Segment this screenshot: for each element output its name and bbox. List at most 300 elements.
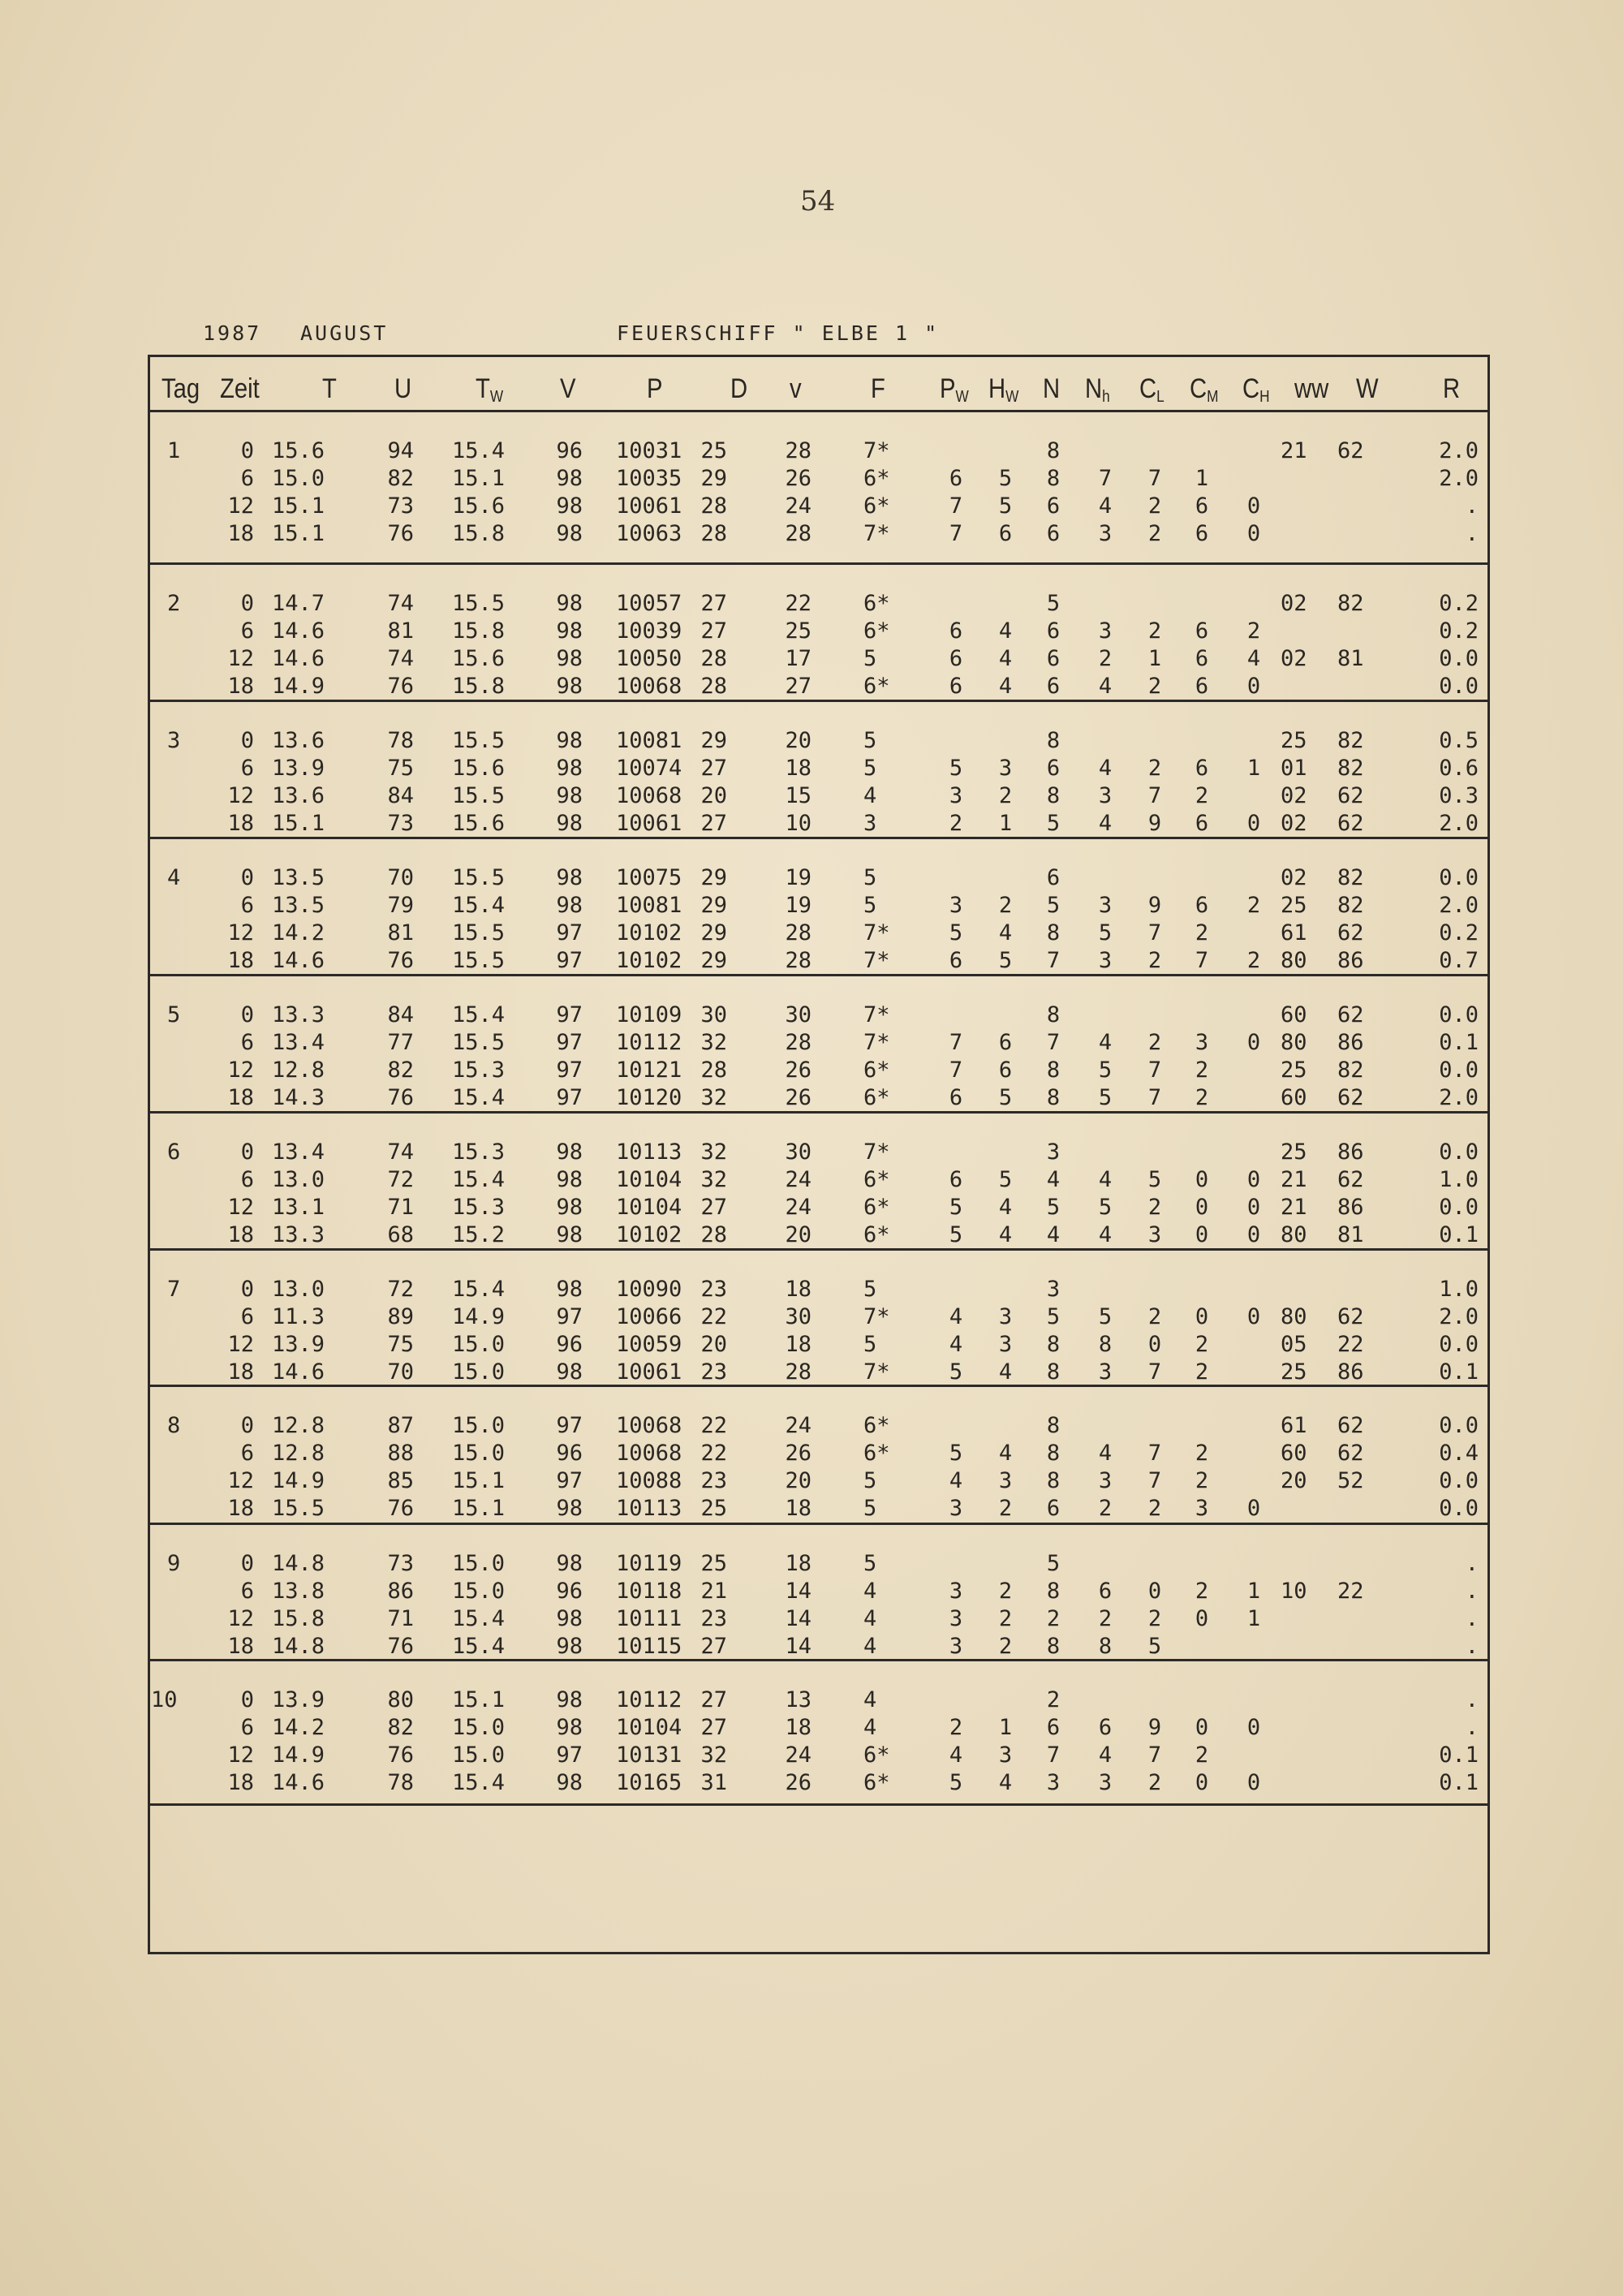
column-header — [1190, 373, 1218, 407]
table-cell: 30 — [785, 1002, 812, 1027]
table-cell: 98 — [556, 466, 583, 491]
table-cell: 8 — [1046, 466, 1061, 491]
table-cell: 24 — [785, 1167, 812, 1192]
table-cell: 6 — [1195, 756, 1209, 781]
table-cell: 5 — [863, 646, 877, 671]
table-cell: 32 — [700, 1030, 727, 1055]
table-cell: 13.8 — [271, 1579, 325, 1604]
table-cell: 76 — [387, 1085, 414, 1110]
table-cell: . — [1465, 1606, 1479, 1631]
column-header-main: C — [1190, 373, 1208, 404]
table-cell: 18 — [785, 1551, 812, 1576]
column-header-main: ww — [1294, 373, 1329, 404]
table-cell: 2 — [998, 1496, 1013, 1521]
table-cell: 2.0 — [1439, 1304, 1479, 1329]
table-cell: 10 — [785, 811, 812, 836]
table-cell: 4 — [863, 783, 877, 808]
table-cell: 27 — [700, 1715, 727, 1740]
table-cell: 8 — [1046, 1058, 1061, 1083]
table-cell: 10090 — [616, 1277, 682, 1302]
table-cell: 6* — [863, 1413, 890, 1438]
table-cell: 0.4 — [1439, 1441, 1479, 1466]
table-cell: 0.0 — [1439, 1496, 1479, 1521]
table-cell: 15.4 — [451, 1002, 505, 1027]
table-cell: 10068 — [616, 1413, 682, 1438]
table-cell: 4 — [998, 1441, 1013, 1466]
table-cell: 13.9 — [271, 1687, 325, 1712]
table-cell: 98 — [556, 1167, 583, 1192]
table-cell: 2 — [1246, 618, 1261, 644]
table-cell: 10118 — [616, 1579, 682, 1604]
table-cell: 6* — [863, 1742, 890, 1768]
table-cell: 89 — [387, 1304, 414, 1329]
table-cell: 2 — [949, 1715, 963, 1740]
table-cell: 30 — [785, 1139, 812, 1165]
table-cell: 7 — [1147, 783, 1162, 808]
table-cell: 18 — [227, 1770, 254, 1795]
table-cell: 17 — [785, 646, 812, 671]
table-cell: 6* — [863, 1770, 890, 1795]
table-cell: 98 — [556, 1359, 583, 1385]
table-cell: 0 — [240, 1002, 254, 1027]
column-header — [394, 373, 411, 405]
column-header — [161, 373, 200, 405]
table-cell: 1 — [1246, 1606, 1261, 1631]
table-cell: 22 — [700, 1304, 727, 1329]
table-cell: 4 — [998, 1770, 1013, 1795]
table-cell: 0.2 — [1439, 618, 1479, 644]
table-cell: 98 — [556, 1715, 583, 1740]
table-cell: 7* — [863, 1139, 890, 1165]
table-cell: 7 — [1147, 920, 1162, 946]
table-cell: 10057 — [616, 591, 682, 616]
table-cell: 15.6 — [451, 493, 505, 519]
table-cell: 60 — [1281, 1085, 1307, 1110]
day-number: 4 — [167, 865, 181, 890]
table-cell: 88 — [387, 1441, 414, 1466]
table-cell: 13 — [785, 1687, 812, 1712]
table-cell: 10120 — [616, 1085, 682, 1110]
table-cell: 81 — [387, 618, 414, 644]
table-cell: 10061 — [616, 493, 682, 519]
table-cell: 20 — [785, 728, 812, 753]
table-cell: 0.0 — [1439, 1468, 1479, 1493]
table-cell: . — [1465, 1579, 1479, 1604]
table-cell: 97 — [556, 1002, 583, 1027]
table-cell: 72 — [387, 1167, 414, 1192]
column-header-main: Tag — [161, 373, 200, 404]
table-cell: 15.5 — [451, 728, 505, 753]
empty-footer-area — [150, 1806, 1487, 1952]
table-cell: 5 — [998, 1167, 1013, 1192]
table-cell: 97 — [556, 948, 583, 973]
table-cell: 20 — [700, 783, 727, 808]
table-cell: 6 — [949, 646, 963, 671]
table-cell: 0 — [1246, 493, 1261, 519]
table-cell: 15.8 — [451, 618, 505, 644]
table-cell: 0 — [1195, 1167, 1209, 1192]
table-cell: 98 — [556, 1195, 583, 1220]
table-cell: 87 — [387, 1413, 414, 1438]
table-cell: 0.1 — [1439, 1222, 1479, 1247]
table-cell: 75 — [387, 1332, 414, 1357]
table-cell: 2 — [1098, 646, 1113, 671]
table-cell: 3 — [998, 1468, 1013, 1493]
table-cell: 0.1 — [1439, 1742, 1479, 1768]
table-cell: . — [1465, 1634, 1479, 1659]
table-cell: 4 — [998, 1222, 1013, 1247]
table-cell: 2.0 — [1439, 466, 1479, 491]
table-cell: 10112 — [616, 1030, 682, 1055]
table-cell: 0 — [1246, 521, 1261, 546]
table-cell: 4 — [998, 1359, 1013, 1385]
table-cell: 10113 — [616, 1139, 682, 1165]
table-cell: 0.7 — [1439, 948, 1479, 973]
table-cell: 4 — [1098, 1441, 1113, 1466]
table-cell: 6* — [863, 1085, 890, 1110]
column-header-main: v — [790, 373, 802, 404]
table-cell: 5 — [1147, 1634, 1162, 1659]
table-cell: 27 — [700, 618, 727, 644]
table-cell: 10068 — [616, 1441, 682, 1466]
table-cell: 25 — [1281, 728, 1307, 753]
table-cell: 25 — [700, 1551, 727, 1576]
table-cell: 98 — [556, 728, 583, 753]
table-cell: 0.0 — [1439, 674, 1479, 699]
table-cell: 14.7 — [271, 591, 325, 616]
table-cell: 6* — [863, 674, 890, 699]
table-cell: 98 — [556, 1770, 583, 1795]
table-cell: 14.9 — [451, 1304, 505, 1329]
day-number: 5 — [167, 1002, 181, 1027]
table-cell: 02 — [1281, 811, 1307, 836]
table-cell: 3 — [1098, 948, 1113, 973]
table-cell: 73 — [387, 1551, 414, 1576]
table-cell: 98 — [556, 1496, 583, 1521]
table-cell: 2 — [1147, 948, 1162, 973]
table-cell: 0 — [1195, 1222, 1209, 1247]
table-cell: 7* — [863, 1002, 890, 1027]
table-cell: 4 — [1046, 1222, 1061, 1247]
table-cell: 4 — [863, 1579, 877, 1604]
table-cell: 12 — [227, 1058, 254, 1083]
table-cell: 20 — [785, 1222, 812, 1247]
table-cell: 97 — [556, 1468, 583, 1493]
table-cell: 12 — [227, 783, 254, 808]
table-cell: 14 — [785, 1634, 812, 1659]
table-cell: 2.0 — [1439, 893, 1479, 918]
table-cell: 15.1 — [451, 1468, 505, 1493]
table-cell: 6* — [863, 1058, 890, 1083]
table-cell: 13.0 — [271, 1277, 325, 1302]
table-cell: 6 — [240, 756, 254, 781]
table-cell: 3 — [1195, 1496, 1209, 1521]
table-cell: 5 — [1046, 893, 1061, 918]
column-header — [220, 373, 260, 405]
table-cell: 24 — [785, 1742, 812, 1768]
table-cell: 15.2 — [451, 1222, 505, 1247]
table-cell: 2 — [1147, 521, 1162, 546]
table-cell: 3 — [1046, 1770, 1061, 1795]
table-cell: 22 — [1337, 1579, 1364, 1604]
table-cell: 79 — [387, 893, 414, 918]
table-cell: 28 — [700, 521, 727, 546]
table-cell: 1 — [1246, 756, 1261, 781]
table-cell: 9 — [1147, 811, 1162, 836]
table-cell: 18 — [227, 1359, 254, 1385]
table-cell: 10063 — [616, 521, 682, 546]
column-header-subscript: H — [1259, 388, 1270, 406]
table-cell: 5 — [863, 756, 877, 781]
table-cell: 5 — [949, 756, 963, 781]
table-cell: 7 — [949, 521, 963, 546]
column-header-main: N — [1043, 373, 1061, 404]
table-cell: 0 — [240, 865, 254, 890]
table-cell: 0.2 — [1439, 591, 1479, 616]
table-cell: 15.3 — [451, 1195, 505, 1220]
table-cell: 4 — [1098, 1222, 1113, 1247]
table-cell: 0 — [1246, 1715, 1261, 1740]
table-cell: 96 — [556, 1332, 583, 1357]
table-cell: 73 — [387, 811, 414, 836]
table-cell: 5 — [949, 1770, 963, 1795]
table-cell: 5 — [949, 1359, 963, 1385]
table-cell: 62 — [1337, 1441, 1364, 1466]
column-header-main: N — [1085, 373, 1103, 404]
table-cell: 27 — [700, 756, 727, 781]
table-cell: 6 — [1046, 1496, 1061, 1521]
table-cell: 14.8 — [271, 1551, 325, 1576]
table-cell: . — [1465, 493, 1479, 519]
table-cell: 10111 — [616, 1606, 682, 1631]
table-cell: 14.2 — [271, 920, 325, 946]
column-header — [1139, 373, 1165, 407]
table-cell: 3 — [1098, 1770, 1113, 1795]
table-cell: 62 — [1337, 1002, 1364, 1027]
column-header — [730, 373, 747, 405]
table-cell: 10115 — [616, 1634, 682, 1659]
table-cell: 13.6 — [271, 783, 325, 808]
day-number: 6 — [167, 1139, 181, 1165]
table-cell: 7* — [863, 948, 890, 973]
table-cell: 15.0 — [451, 1742, 505, 1768]
table-cell: 10102 — [616, 1222, 682, 1247]
table-cell: 0 — [1147, 1579, 1162, 1604]
table-cell: 26 — [785, 1085, 812, 1110]
table-cell: 14.6 — [271, 1770, 325, 1795]
table-cell: 2 — [1195, 1468, 1209, 1493]
table-cell: 27 — [700, 1195, 727, 1220]
table-cell: 8 — [1098, 1332, 1113, 1357]
table-cell: 5 — [863, 1468, 877, 1493]
table-cell: 14.6 — [271, 1359, 325, 1385]
day-number: 9 — [167, 1551, 181, 1576]
column-header — [476, 373, 503, 407]
table-cell: 4 — [863, 1634, 877, 1659]
table-cell: 0.0 — [1439, 646, 1479, 671]
table-cell: 2 — [1098, 1496, 1113, 1521]
table-cell: 76 — [387, 674, 414, 699]
day-number: 7 — [167, 1277, 181, 1302]
table-cell: 13.4 — [271, 1030, 325, 1055]
table-cell: 7 — [1147, 1742, 1162, 1768]
table-cell: 18 — [227, 948, 254, 973]
table-cell: 86 — [1337, 1195, 1364, 1220]
table-cell: 2 — [1195, 1058, 1209, 1083]
table-cell: 5 — [998, 466, 1013, 491]
column-header-subscript: W — [489, 388, 504, 406]
table-cell: 13.5 — [271, 893, 325, 918]
table-cell: 25 — [1281, 1139, 1307, 1165]
table-cell: 7* — [863, 1030, 890, 1055]
table-cell: 13.1 — [271, 1195, 325, 1220]
table-cell: 13.0 — [271, 1167, 325, 1192]
table-cell: 13.3 — [271, 1222, 325, 1247]
column-header — [1294, 373, 1328, 405]
table-cell: 96 — [556, 1441, 583, 1466]
table-cell: 8 — [1046, 920, 1061, 946]
table-cell: 15.5 — [451, 920, 505, 946]
table-cell: 0.6 — [1439, 756, 1479, 781]
header-divider-line — [148, 410, 1490, 412]
table-cell: 3 — [949, 1606, 963, 1631]
table-cell: 2 — [1147, 674, 1162, 699]
table-cell: 23 — [700, 1277, 727, 1302]
table-cell: 0 — [1246, 1195, 1261, 1220]
table-cell: 14.6 — [271, 618, 325, 644]
table-cell: 10119 — [616, 1551, 682, 1576]
table-cell: 13.3 — [271, 1002, 325, 1027]
table-cell: 31 — [700, 1770, 727, 1795]
table-cell: 98 — [556, 783, 583, 808]
table-cell: 15.0 — [451, 1441, 505, 1466]
table-cell: 29 — [700, 893, 727, 918]
table-cell: 4 — [998, 674, 1013, 699]
table-cell: 98 — [556, 1687, 583, 1712]
table-cell: 15.1 — [451, 466, 505, 491]
table-cell: 32 — [700, 1742, 727, 1768]
table-cell: 0 — [1246, 1030, 1261, 1055]
table-cell: 15.4 — [451, 438, 505, 463]
table-cell: 86 — [387, 1579, 414, 1604]
table-cell: 20 — [1281, 1468, 1307, 1493]
day-number: 10 — [151, 1687, 178, 1712]
table-cell: 6 — [1046, 756, 1061, 781]
table-cell: 0.3 — [1439, 783, 1479, 808]
table-cell: 5 — [1098, 1304, 1113, 1329]
table-cell: 70 — [387, 1359, 414, 1385]
table-cell: 27 — [700, 811, 727, 836]
table-cell: 5 — [1046, 1195, 1061, 1220]
table-cell: . — [1465, 1551, 1479, 1576]
table-cell: 0 — [240, 1139, 254, 1165]
column-header — [322, 373, 337, 405]
table-cell: 2 — [1195, 920, 1209, 946]
table-cell: 18 — [227, 1222, 254, 1247]
column-header-main: F — [871, 373, 885, 404]
table-cell: 82 — [1337, 756, 1364, 781]
table-cell: 6 — [949, 948, 963, 973]
table-cell: 10113 — [616, 1496, 682, 1521]
table-cell: 22 — [1337, 1332, 1364, 1357]
table-cell: 78 — [387, 728, 414, 753]
table-cell: 10081 — [616, 728, 682, 753]
table-cell: 80 — [387, 1687, 414, 1712]
table-cell: 0 — [1195, 1195, 1209, 1220]
table-cell: 81 — [387, 920, 414, 946]
column-header — [560, 373, 576, 405]
header-month: AUGUST — [300, 321, 389, 345]
table-cell: 60 — [1281, 1441, 1307, 1466]
table-cell: 98 — [556, 493, 583, 519]
table-cell: 6 — [949, 1167, 963, 1192]
table-cell: 23 — [700, 1468, 727, 1493]
table-cell: 97 — [556, 1058, 583, 1083]
table-cell: 02 — [1281, 865, 1307, 890]
table-cell: 61 — [1281, 920, 1307, 946]
table-cell: 10121 — [616, 1058, 682, 1083]
table-cell: 7* — [863, 1304, 890, 1329]
table-cell: 61 — [1281, 1413, 1307, 1438]
table-cell: 6 — [240, 618, 254, 644]
table-cell: 15.3 — [451, 1139, 505, 1165]
table-cell: 0 — [1195, 1770, 1209, 1795]
table-cell: 74 — [387, 591, 414, 616]
table-cell: 02 — [1281, 646, 1307, 671]
table-cell: 15.4 — [451, 1277, 505, 1302]
table-cell: 15.5 — [271, 1496, 325, 1521]
table-cell: 62 — [1337, 438, 1364, 463]
table-cell: 75 — [387, 756, 414, 781]
table-cell: 27 — [785, 674, 812, 699]
table-cell: 28 — [700, 493, 727, 519]
table-cell: 18 — [227, 811, 254, 836]
table-cell: 4 — [1098, 1030, 1113, 1055]
table-cell: 12 — [227, 1195, 254, 1220]
table-cell: 5 — [949, 920, 963, 946]
table-cell: 70 — [387, 865, 414, 890]
table-cell: 29 — [700, 865, 727, 890]
table-cell: 0 — [1246, 674, 1261, 699]
table-cell: 6* — [863, 466, 890, 491]
table-cell: 6 — [1195, 618, 1209, 644]
table-cell: 52 — [1337, 1468, 1364, 1493]
table-cell: 5 — [1098, 1058, 1113, 1083]
table-cell: 0 — [1246, 811, 1261, 836]
table-cell: 4 — [998, 1195, 1013, 1220]
table-cell: 6* — [863, 493, 890, 519]
table-cell: 3 — [949, 893, 963, 918]
table-cell: 29 — [700, 466, 727, 491]
table-cell: 1.0 — [1439, 1167, 1479, 1192]
table-cell: 62 — [1337, 1167, 1364, 1192]
table-cell: 10059 — [616, 1332, 682, 1357]
table-cell: 8 — [1046, 1359, 1061, 1385]
day-divider-line — [148, 1659, 1490, 1661]
column-header-main: R — [1443, 373, 1461, 404]
table-cell: 15.1 — [271, 521, 325, 546]
table-cell: 80 — [1281, 1304, 1307, 1329]
table-cell: 5 — [1098, 920, 1113, 946]
table-cell: 6* — [863, 618, 890, 644]
column-header — [988, 373, 1018, 407]
table-cell: 0 — [1195, 1606, 1209, 1631]
table-cell: 15.4 — [451, 1770, 505, 1795]
table-cell: 29 — [700, 920, 727, 946]
column-header-main: Zeit — [220, 373, 260, 404]
table-cell: 4 — [863, 1715, 877, 1740]
table-cell: 0.0 — [1439, 865, 1479, 890]
